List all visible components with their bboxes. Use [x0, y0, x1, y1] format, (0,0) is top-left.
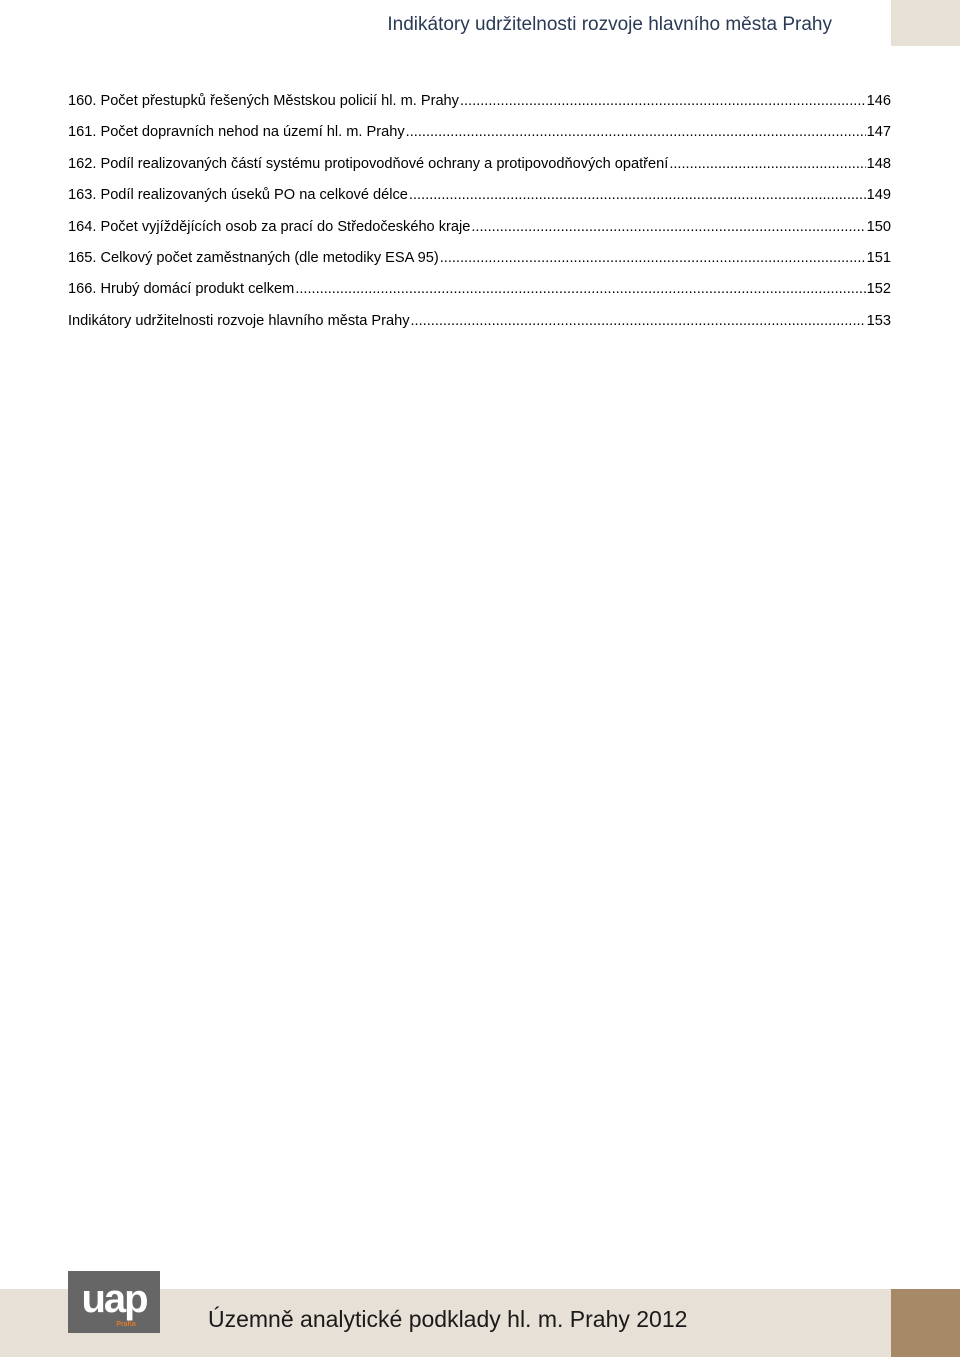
toc-page-number: 152 — [866, 281, 891, 298]
toc-entry-text: 163. Podíl realizovaných úseků PO na celkové délce — [68, 187, 408, 204]
toc-page-number: 151 — [866, 249, 891, 266]
logo-subtext: Praha — [116, 1321, 136, 1328]
toc-entry[interactable] — [68, 86, 891, 117]
toc-dot-leader — [471, 212, 865, 243]
toc-page-number: 148 — [866, 155, 891, 172]
toc-page-number: 146 — [866, 93, 891, 109]
toc-entry[interactable] — [68, 212, 891, 243]
uap-logo — [68, 1271, 160, 1333]
toc-entry[interactable] — [68, 180, 891, 211]
toc-entry-text: 164. Počet vyjíždějících osob za prací do Středočeského kraje — [68, 218, 471, 235]
toc-entry[interactable] — [68, 274, 891, 305]
toc-dot-leader — [460, 86, 866, 117]
toc-dot-leader — [409, 180, 866, 211]
toc-entry-text: 161. Počet dopravních nehod na území hl. m. Prahy — [68, 124, 405, 141]
toc-entry-text: Indikátory udržitelnosti rozvoje hlavního města Prahy — [68, 312, 410, 329]
toc-page-number: 149 — [866, 187, 891, 204]
toc-page-number: 153 — [866, 312, 891, 329]
toc-entry[interactable] — [68, 149, 891, 180]
toc-dot-leader — [440, 243, 866, 274]
toc-page-number: 150 — [866, 218, 891, 235]
toc-dot-leader — [669, 149, 865, 180]
page-header-title: Indikátory udržitelnosti rozvoje hlavního města Prahy — [387, 14, 832, 35]
header-accent-block — [891, 0, 960, 46]
toc-dot-leader — [411, 306, 866, 337]
table-of-contents — [68, 86, 891, 337]
toc-entry-text: 166. Hrubý domácí produkt celkem — [68, 281, 295, 298]
toc-dot-leader — [295, 274, 865, 305]
toc-entry-text: 160. Počet přestupků řešených Městskou policií hl. m. Prahy — [68, 93, 459, 109]
logo-text: uap — [81, 1277, 147, 1321]
footer-title: Územně analytické podklady hl. m. Prahy 2012 — [208, 1306, 688, 1332]
toc-entry[interactable] — [68, 117, 891, 148]
toc-entry[interactable] — [68, 306, 891, 337]
toc-entry[interactable] — [68, 243, 891, 274]
toc-page-number: 147 — [866, 124, 891, 141]
footer-accent-block — [891, 1289, 960, 1357]
toc-entry-text: 162. Podíl realizovaných částí systému protipovodňové ochrany a protipovodňových opatření — [68, 155, 669, 172]
toc-entry-text: 165. Celkový počet zaměstnaných (dle metodiky ESA 95) — [68, 249, 439, 266]
toc-dot-leader — [406, 117, 866, 148]
